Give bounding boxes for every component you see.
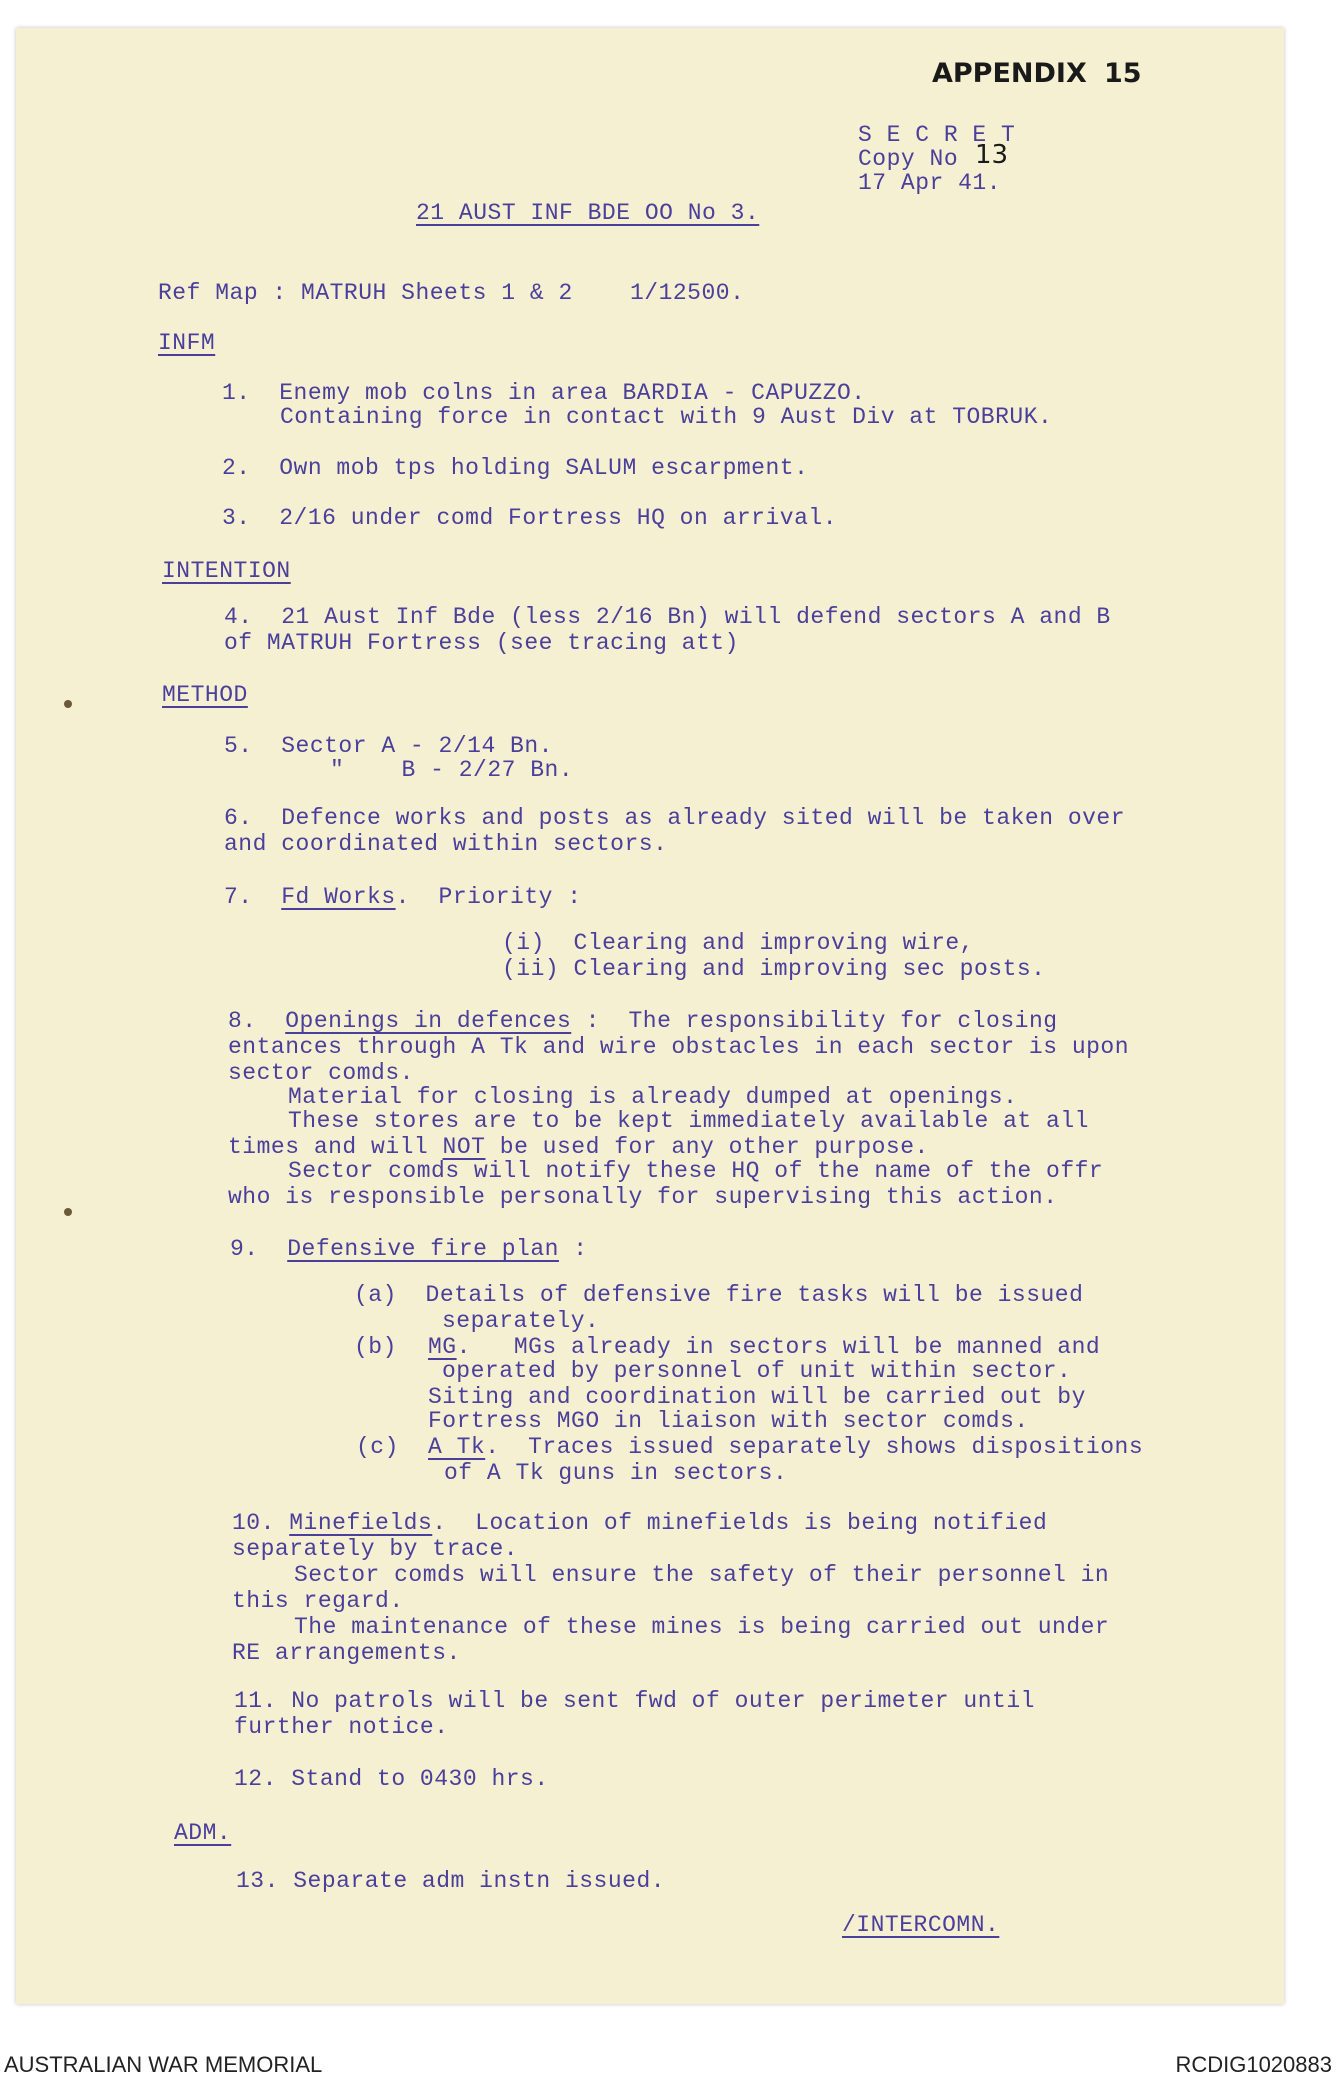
para-1-line-1: 1. Enemy mob colns in area BARDIA - CAPUZZO.: [222, 380, 866, 406]
para-9-item-c-label: (c): [356, 1434, 399, 1460]
para-3: 3. 2/16 under comd Fortress HQ on arrival.: [222, 505, 837, 531]
para-9-item-c-line-2: of A Tk guns in sectors.: [444, 1460, 788, 1486]
para-10-text: . Location of minefields is being notified: [432, 1510, 1048, 1536]
para-number: 10.: [232, 1510, 275, 1536]
para-10-line-3: Sector comds will ensure the safety of their personnel in: [294, 1562, 1110, 1588]
para-9-item-b-label: (b): [354, 1334, 397, 1360]
footer-id: RCDIG1020883: [1175, 2052, 1332, 2077]
para-8-line-3: sector comds.: [228, 1060, 414, 1086]
para-2: 2. Own mob tps holding SALUM escarpment.: [222, 455, 809, 481]
para-9-item-b-line-3: Siting and coordination will be carried out by: [428, 1384, 1086, 1410]
section-method: METHOD: [162, 682, 248, 708]
ref-map: Ref Map : MATRUH Sheets 1 & 2 1/12500.: [158, 280, 745, 306]
para-8-line-2: entances through A Tk and wire obstacles in each sector is upon: [228, 1034, 1130, 1060]
para-6-line-2: and coordinated within sectors.: [224, 831, 668, 857]
punch-hole: [64, 700, 72, 708]
para-9-title: Defensive fire plan: [287, 1236, 559, 1262]
para-9-item-b-title: MG: [428, 1334, 457, 1360]
para-8-line-7: Sector comds will notify these HQ of the name of the offr: [288, 1158, 1104, 1184]
appendix-label: APPENDIX: [932, 58, 1087, 89]
para-8-line-6: [228, 1134, 929, 1160]
para-9-item-c-title: A Tk: [428, 1434, 486, 1460]
para-8-text: times and will: [228, 1134, 443, 1160]
para-10-line-5: The maintenance of these mines is being carried out under: [294, 1614, 1110, 1640]
para-7-item-i: (i) Clearing and improving wire,: [502, 930, 974, 956]
para-8-line-5: These stores are to be kept immediately available at all: [288, 1108, 1089, 1134]
para-10-title: Minefields: [289, 1510, 433, 1536]
para-9-item-a-line-1: (a) Details of defensive fire tasks will be issued: [354, 1282, 1084, 1308]
para-9-item-b-line-1: [428, 1334, 1100, 1360]
para-8-line-8: who is responsible personally for supervising this action.: [228, 1184, 1058, 1210]
footer-source: AUSTRALIAN WAR MEMORIAL: [4, 2052, 323, 2077]
para-6-line-1: 6. Defence works and posts as already sited will be taken over: [224, 805, 1126, 831]
para-number: 9.: [230, 1236, 259, 1262]
para-9-text: :: [558, 1236, 588, 1262]
appendix-number: 15: [1104, 58, 1142, 89]
copy-number: 13: [975, 140, 1009, 170]
para-10-heading: [232, 1510, 1047, 1536]
para-5-line-1: 5. Sector A - 2/14 Bn.: [224, 733, 553, 759]
punch-hole: [64, 1208, 72, 1216]
para-9-item-c-line-1: [428, 1434, 1143, 1460]
para-11-line-2: further notice.: [234, 1714, 449, 1740]
section-adm: ADM.: [174, 1820, 232, 1846]
para-11-line-1: 11. No patrols will be sent fwd of outer perimeter until: [234, 1688, 1035, 1714]
para-7-title: Fd Works: [281, 884, 396, 910]
para-9-item-a-line-2: separately.: [442, 1308, 600, 1334]
para-8-heading: [228, 1008, 1058, 1034]
para-9-item-b-line-2: operated by personnel of unit within sector.: [442, 1358, 1072, 1384]
para-8-text: : The responsibility for closing: [571, 1008, 1058, 1034]
section-intention: INTENTION: [162, 558, 291, 584]
para-9-heading: [230, 1236, 588, 1262]
para-9-item-b-line-4: Fortress MGO in liaison with sector comds.: [428, 1408, 1029, 1434]
para-8-title: Openings in defences: [285, 1008, 572, 1034]
para-12: 12. Stand to 0430 hrs.: [234, 1766, 549, 1792]
para-7-item-ii: (ii) Clearing and improving sec posts.: [502, 956, 1046, 982]
para-10-line-4: this regard.: [232, 1588, 404, 1614]
para-7-text: . Priority :: [395, 884, 582, 910]
para-number: 8.: [228, 1008, 257, 1034]
document-title: 21 AUST INF BDE OO No 3.: [416, 200, 760, 226]
document-date: 17 Apr 41.: [858, 170, 1002, 196]
para-8-text: be used for any other purpose.: [485, 1134, 929, 1160]
para-1-line-2: Containing force in contact with 9 Aust Div at TOBRUK.: [280, 404, 1053, 430]
para-7-heading: [224, 884, 582, 910]
para-10-line-6: RE arrangements.: [232, 1640, 461, 1666]
para-number: 7.: [224, 884, 253, 910]
section-infm: INFM: [158, 330, 216, 356]
para-8-emphasis: NOT: [442, 1134, 486, 1160]
para-13: 13. Separate adm instn issued.: [236, 1868, 666, 1894]
para-4-line-1: 4. 21 Aust Inf Bde (less 2/16 Bn) will defend sectors A and B: [224, 604, 1111, 630]
continued-marker: /INTERCOMN.: [842, 1912, 1000, 1938]
para-4-line-2: of MATRUH Fortress (see tracing att): [224, 630, 739, 656]
para-9-item-c-text: . Traces issued separately shows dispositions: [485, 1434, 1144, 1460]
security-classification: S E C R E T: [858, 122, 1016, 148]
para-9-item-b-text: . MGs already in sectors will be manned and: [456, 1334, 1101, 1360]
copy-label: Copy No: [858, 146, 959, 172]
para-10-line-2: separately by trace.: [232, 1536, 519, 1562]
para-8-line-4: Material for closing is already dumped at openings.: [288, 1084, 1018, 1110]
para-5-line-2: " B - 2/27 Bn.: [330, 757, 574, 783]
